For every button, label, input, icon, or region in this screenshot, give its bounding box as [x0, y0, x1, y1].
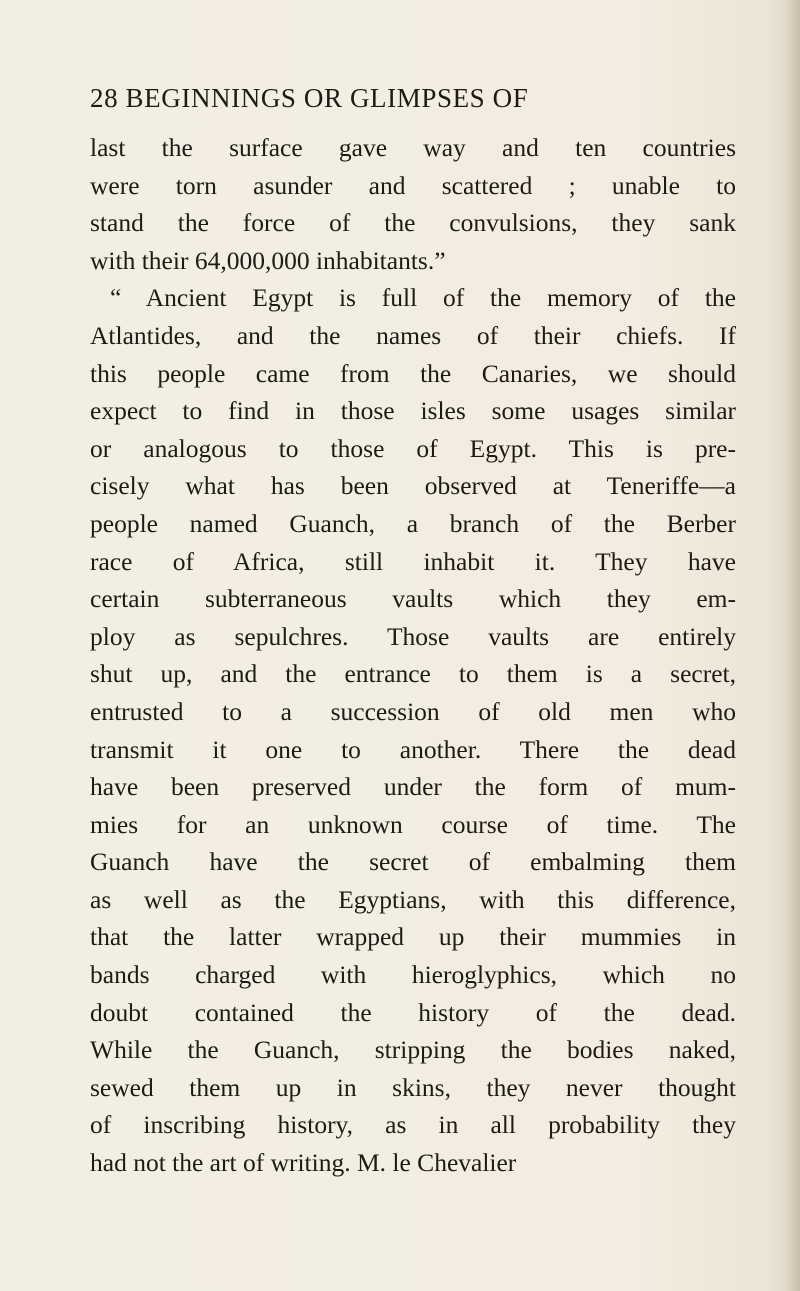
text-line: were torn asunder and scattered ; unable to	[90, 170, 736, 200]
text-line: with their 64,000,000 inhabitants.”	[90, 245, 446, 275]
text-line: have been preserved under the form of mum-	[90, 772, 736, 802]
text-line: entrusted to a succession of old men who	[90, 696, 736, 726]
text-line: as well as the Egyptians, with this difference,	[90, 884, 736, 914]
text-line: doubt contained the history of the dead.	[90, 997, 736, 1027]
text-line: mies for an unknown course of time. The	[90, 809, 736, 839]
text-line: “ Ancient Egypt is full of the memory of the	[110, 283, 736, 313]
text-line: shut up, and the entrance to them is a secret,	[90, 659, 736, 689]
text-line: transmit it one to another. There the dead	[90, 734, 736, 764]
text-line: this people came from the Canaries, we should	[90, 358, 736, 388]
body-text	[90, 129, 736, 1182]
text-line: sewed them up in skins, they never thought	[90, 1072, 736, 1102]
running-head: 28 BEGINNINGS OR GLIMPSES OF	[90, 83, 529, 113]
text-line: expect to find in those isles some usages similar	[90, 396, 736, 426]
text-line: certain subterraneous vaults which they em-	[90, 584, 736, 614]
page-edge-shadow	[786, 0, 800, 1291]
text-line: that the latter wrapped up their mummies in	[90, 922, 736, 952]
text-line: bands charged with hieroglyphics, which no	[90, 960, 736, 990]
text-line: race of Africa, still inhabit it. They have	[90, 546, 736, 576]
text-line: of inscribing history, as in all probability they	[90, 1110, 736, 1140]
text-line: had not the art of writing. M. le Chevalier	[90, 1148, 517, 1178]
text-line: or analogous to those of Egypt. This is pre-	[90, 433, 736, 463]
text-line: people named Guanch, a branch of the Berber	[90, 508, 736, 538]
text-line: Atlantides, and the names of their chiefs. If	[90, 320, 736, 350]
text-line: Guanch have the secret of embalming them	[90, 847, 736, 877]
text-line: cisely what has been observed at Teneriffe—a	[90, 471, 736, 501]
text-line: stand the force of the convulsions, they sank	[90, 208, 736, 238]
text-line: last the surface gave way and ten countries	[90, 133, 736, 162]
text-line: ploy as sepulchres. Those vaults are entirely	[90, 621, 736, 651]
text-line: While the Guanch, stripping the bodies naked,	[90, 1035, 736, 1065]
